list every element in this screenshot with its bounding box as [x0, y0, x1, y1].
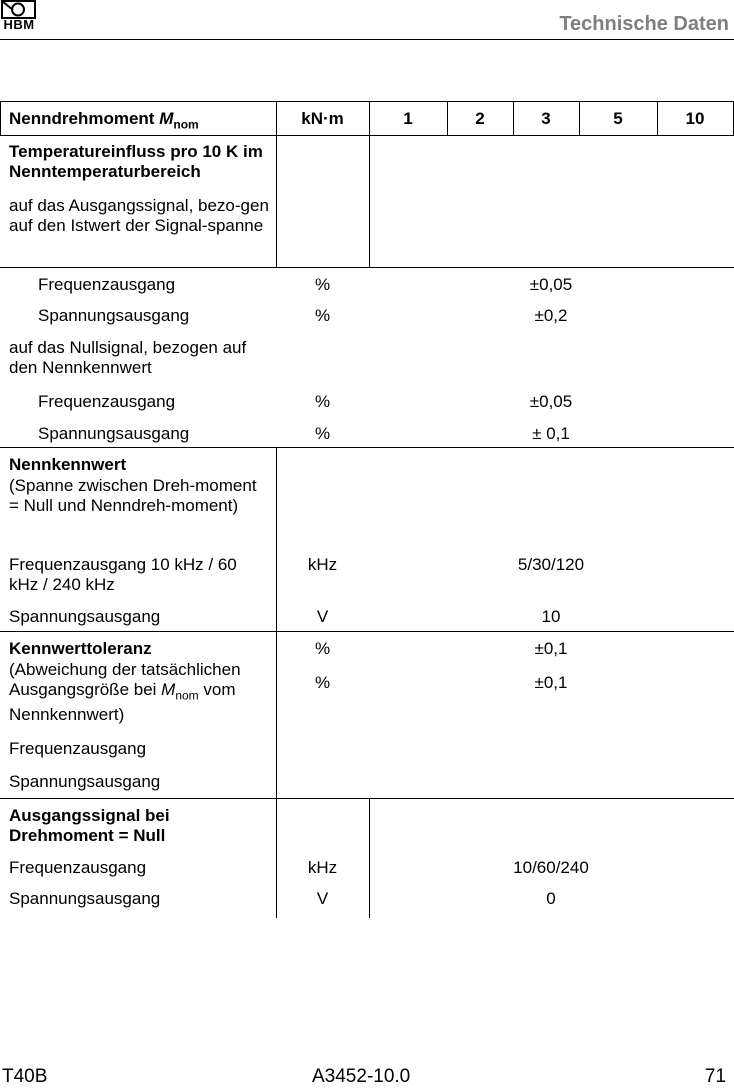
table-header-col-3: 3 — [541, 109, 551, 128]
tol-title: Kennwerttoleranz — [9, 639, 152, 658]
footer-doc-number: A3452-10.0 — [312, 1066, 411, 1087]
header-rule — [0, 39, 734, 40]
temp-volt-label: Spannungsausgang — [38, 306, 190, 325]
col-divider — [276, 135, 277, 267]
nenn-volt-value: 10 — [541, 607, 561, 626]
page-section-title: Technische Daten — [559, 13, 729, 35]
row-divider — [0, 447, 734, 448]
table-header-col-10: 10 — [685, 109, 705, 128]
zero-freq-value: 10/60/240 — [513, 858, 589, 877]
temp-freq2-value: ±0,05 — [529, 392, 573, 411]
temp-volt-value: ±0,2 — [534, 306, 568, 325]
temp-volt2-unit: % — [314, 424, 331, 443]
table-header-label: Nenndrehmoment $M_{nom}$ — [9, 109, 199, 132]
temp-volt2-label: Spannungsausgang — [38, 424, 190, 443]
tol-desc: (Abweichung der tatsächlichen Ausgangsgröße bei $M_{nom}$ vom Nennkennwert) — [9, 660, 241, 725]
temp-freq-label: Frequenzausgang — [38, 275, 176, 294]
tol-volt-label: Spannungsausgang — [9, 772, 161, 791]
table-header-col-5: 5 — [613, 109, 623, 128]
temp-freq2-unit: % — [314, 392, 331, 411]
table-header-col-2: 2 — [475, 109, 485, 128]
zero-volt-value: 0 — [546, 889, 556, 908]
nenn-freq-label: Frequenzausgang 10 kHz / 60 kHz / 240 kHz — [9, 555, 237, 594]
nenn-desc: (Spanne zwischen Dreh-moment = Null und Nenndreh-moment) — [9, 476, 257, 515]
col-divider — [276, 447, 277, 631]
table-header-unit: kN·m — [301, 109, 344, 128]
nenn-volt-label: Spannungsausgang — [9, 607, 161, 626]
tol-value-2: ±0,1 — [534, 673, 568, 692]
footer-product: T40B — [2, 1066, 48, 1087]
table-border-top — [0, 101, 734, 102]
nenn-title: Nennkennwert — [9, 455, 127, 474]
table-header-col-1: 1 — [403, 109, 413, 128]
col-divider — [0, 101, 1, 135]
tol-unit-2: % — [314, 673, 331, 692]
row-divider — [0, 631, 734, 632]
temp-freq2-label: Frequenzausgang — [38, 392, 176, 411]
temp-title: Temperatureinfluss pro 10 K im Nenntemperaturbereich — [9, 142, 263, 181]
zero-title: Ausgangssignal bei Drehmoment = Null — [9, 806, 170, 845]
header-row-divider — [0, 135, 734, 136]
zero-volt-label: Spannungsausgang — [9, 889, 161, 908]
temp-freq-unit: % — [314, 275, 331, 294]
footer-page-number: 71 — [704, 1066, 726, 1087]
temp-sub-zero: auf das Nullsignal, bezogen auf den Nennkennwert — [9, 338, 247, 377]
tol-freq-label: Frequenzausgang — [9, 739, 147, 758]
row-divider — [0, 267, 734, 268]
col-divider — [369, 135, 370, 267]
nenn-freq-unit: kHz — [307, 555, 338, 574]
tol-value-1: ±0,1 — [534, 639, 568, 658]
zero-freq-label: Frequenzausgang — [9, 858, 147, 877]
zero-freq-unit: kHz — [307, 858, 338, 877]
temp-volt2-value: ± 0,1 — [532, 424, 570, 443]
logo-text: HBM — [3, 17, 35, 32]
zero-volt-unit: V — [316, 889, 329, 908]
temp-freq-value: ±0,05 — [529, 275, 573, 294]
hbm-logo — [0, 0, 38, 32]
temp-sub-signal: auf das Ausgangssignal, bezo-gen auf den Istwert der Signal-spanne — [9, 196, 269, 235]
nenn-volt-unit: V — [316, 607, 329, 626]
temp-volt-unit: % — [314, 306, 331, 325]
tol-unit-1: % — [314, 639, 331, 658]
nenn-freq-value: 5/30/120 — [517, 555, 585, 574]
row-divider — [0, 798, 734, 799]
